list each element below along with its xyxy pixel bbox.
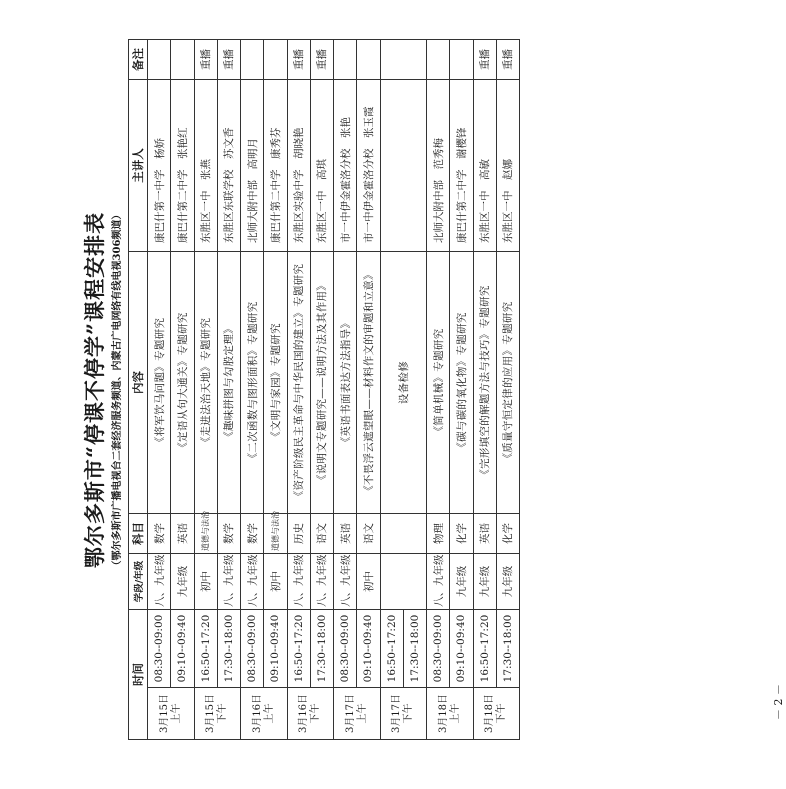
time-slot: 09:10--09:40 [264,610,287,688]
note-cell [450,40,473,80]
table-row [171,40,194,740]
note-cell: 重播 [473,40,496,80]
teacher-cell: 东胜区东联学校 苏文香 [217,80,240,252]
teacher-cell: 东胜区一中 张燕 [194,80,217,252]
grade-cell: 八、九年级 [217,554,240,610]
table-row [357,40,380,740]
subject-cell: 英语 [473,514,496,554]
note-cell [357,40,380,80]
time-slot: 17:30--18:00 [310,610,333,688]
subject-cell: 物理 [427,514,450,554]
subject-cell: 道德与法治 [194,514,217,554]
content-cell: 《质量守恒定律的应用》专题研究 [496,252,519,514]
teacher-cell: 东胜区一中 赵娜 [496,80,519,252]
subject-cell [380,514,427,554]
teacher-cell: 市一中伊金霍洛分校 张玉霞 [357,80,380,252]
day-label: 3月17日上午 [334,688,381,740]
content-cell: 《不畏浮云遮望眼——材料作文的审题和立意》 [357,252,380,514]
table-row [287,40,310,740]
grade-cell: 九年级 [496,554,519,610]
grade-cell: 八、九年级 [148,554,171,610]
note-cell [380,40,427,80]
teacher-cell [380,80,427,252]
teacher-cell: 市一中伊金霍洛分校 张艳 [334,80,357,252]
table-row [310,40,333,740]
teacher-cell: 康巴什第二中学 谢樱锋 [450,80,473,252]
note-cell [171,40,194,80]
subject-cell: 英语 [171,514,194,554]
note-cell [241,40,264,80]
table-row [380,40,403,740]
subject-cell: 历史 [287,514,310,554]
content-cell: 《走进法治天地》专题研究 [194,252,217,514]
time-slot: 16:50--17:20 [473,610,496,688]
grade-cell: 九年级 [473,554,496,610]
time-slot: 17:30--18:00 [217,610,240,688]
table-row [334,40,357,740]
content-cell: 《资产阶级民主革命与中华民国的建立》专题研究 [287,252,310,514]
subject-cell: 语文 [357,514,380,554]
table-row [427,40,450,740]
day-label: 3月15日上午 [148,688,195,740]
content-cell: 《趣味拼图与勾股定理》 [217,252,240,514]
content-cell: 设备检修 [380,252,427,514]
note-cell [148,40,171,80]
note-cell [334,40,357,80]
note-cell: 重播 [217,40,240,80]
subject-cell: 化学 [450,514,473,554]
subject-cell: 数学 [148,514,171,554]
header-grade: 学段/年级 [129,554,148,610]
day-label: 3月18日下午 [473,688,520,740]
grade-cell: 八、九年级 [241,554,264,610]
day-label: 3月18日上午 [427,688,474,740]
time-slot: 08:30--09:00 [241,610,264,688]
teacher-cell: 北师大附中部 高明月 [241,80,264,252]
content-cell: 《简单机械》专题研究 [427,252,450,514]
subject-cell: 英语 [334,514,357,554]
teacher-cell: 东胜区一中 高敏 [473,80,496,252]
time-slot: 08:30--09:00 [334,610,357,688]
rotated-page [80,40,785,740]
page-number: － 2 － [772,684,785,720]
time-slot: 09:10--09:40 [357,610,380,688]
time-slot: 16:50--17:20 [380,610,403,688]
grade-cell: 初中 [194,554,217,610]
content-cell: 《定语从句大通关》专题研究 [171,252,194,514]
document-subtitle: （鄂尔多斯市广播电视台二套经济服务频道、内蒙古广电网络有线电视306频道） [112,209,123,571]
subject-cell: 化学 [496,514,519,554]
table-row [217,40,240,740]
grade-cell: 初中 [264,554,287,610]
teacher-cell: 东胜区一中 高琪 [310,80,333,252]
time-slot: 09:10--09:40 [450,610,473,688]
day-label: 3月16日下午 [287,688,334,740]
grade-cell: 九年级 [450,554,473,610]
time-slot: 16:50--17:20 [194,610,217,688]
table-header-row [129,40,148,740]
grade-cell: 初中 [357,554,380,610]
teacher-cell: 康巴什第一中学 杨娇 [148,80,171,252]
table-row [241,40,264,740]
note-cell [427,40,450,80]
time-slot: 17:30--18:00 [403,610,426,688]
table-row [473,40,496,740]
content-cell: 《说明文专题研究——说明方法及其作用》 [310,252,333,514]
subject-cell: 数学 [217,514,240,554]
content-cell: 《二次函数与图形面积》专题研究 [241,252,264,514]
grade-cell: 八、九年级 [334,554,357,610]
time-slot: 09:10--09:40 [171,610,194,688]
note-cell: 重播 [287,40,310,80]
content-cell: 《将军饮马问题》专题研究 [148,252,171,514]
content-cell: 《完形填空的解题方法与技巧》专题研究 [473,252,496,514]
header-note: 备注 [129,40,148,80]
subject-cell: 语文 [310,514,333,554]
note-cell: 重播 [496,40,519,80]
day-label: 3月15日下午 [194,688,241,740]
table-row [264,40,287,740]
schedule-table [128,39,520,740]
grade-cell: 九年级 [171,554,194,610]
content-cell: 《英语书面表达方法指导》 [334,252,357,514]
table-row [148,40,171,740]
teacher-cell: 康巴什第二中学 张艳红 [171,80,194,252]
table-row [450,40,473,740]
day-label: 3月17日下午 [380,688,427,740]
document-title: 鄂尔多斯市“停课不停学”课程安排表 [82,211,107,569]
grade-cell [380,554,427,610]
grade-cell: 八、九年级 [427,554,450,610]
note-cell: 重播 [310,40,333,80]
time-slot: 16:50--17:20 [287,610,310,688]
note-cell: 重播 [194,40,217,80]
header-subject: 科目 [129,514,148,554]
header-time: 时间 [129,610,148,740]
subject-cell: 道德与法治 [264,514,287,554]
grade-cell: 八、九年级 [287,554,310,610]
subject-cell: 数学 [241,514,264,554]
teacher-cell: 东胜区实验中学 胡晓艳 [287,80,310,252]
day-label: 3月16日上午 [241,688,288,740]
content-cell: 《碳与碳的氧化物》专题研究 [450,252,473,514]
time-slot: 17:30--18:00 [496,610,519,688]
grade-cell: 八、九年级 [310,554,333,610]
time-slot: 08:30--09:00 [148,610,171,688]
table-row [496,40,519,740]
teacher-cell: 康巴什第二中学 康秀芬 [264,80,287,252]
header-teacher: 主讲人 [129,80,148,252]
teacher-cell: 北师大附中部 范秀梅 [427,80,450,252]
note-cell [264,40,287,80]
header-content: 内容 [129,252,148,514]
table-row [194,40,217,740]
content-cell: 《文明与家园》专题研究 [264,252,287,514]
time-slot: 08:30--09:00 [427,610,450,688]
